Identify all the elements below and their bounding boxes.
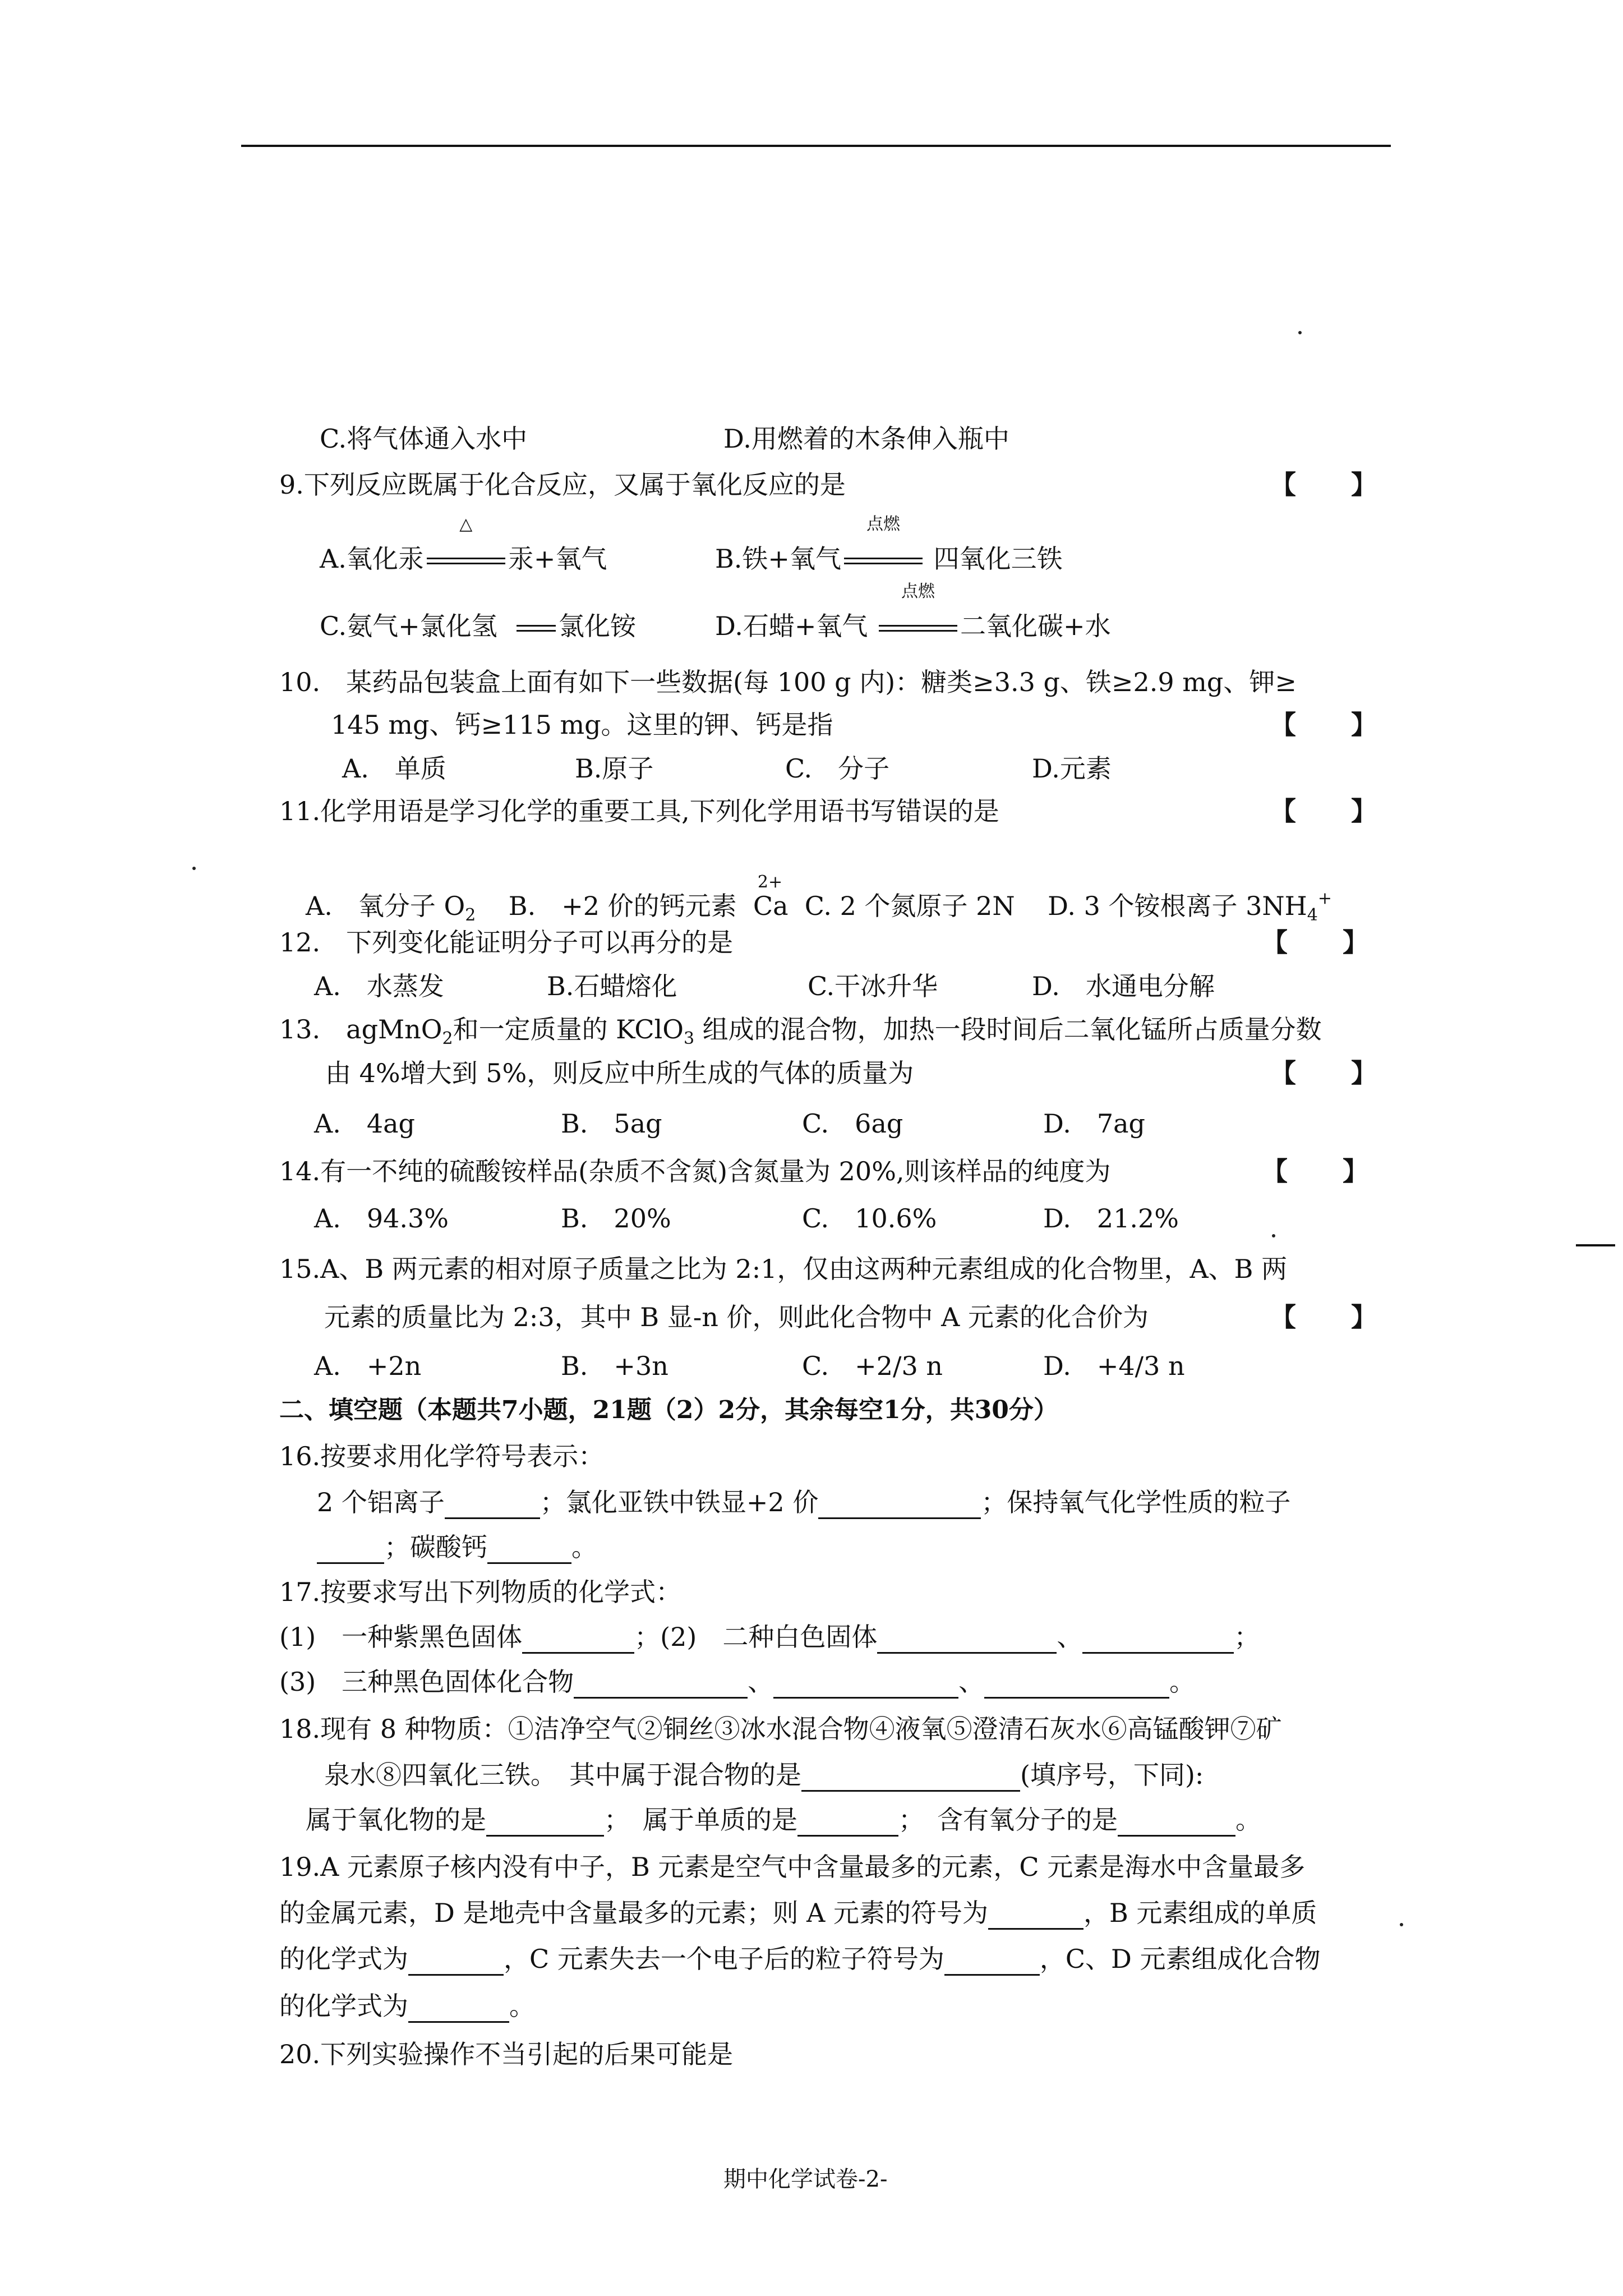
q14-option-c: C. 10.6% — [802, 1203, 937, 1234]
q12-option-a: A. 水蒸发 — [314, 971, 444, 1001]
q14-answer-bracket: 【 】 — [1262, 1156, 1370, 1186]
q16-ferrous-chloride-label: ；氯化亚铁中铁显+2 价 — [540, 1487, 819, 1517]
q14-stem: 14.有一不纯的硫酸铵样品(杂质不含氮)含氮量为 20%,则该样品的纯度为 — [279, 1156, 1111, 1186]
q19-line2 — [279, 1896, 1317, 1930]
q14-option-d: D. 21.2% — [1043, 1203, 1179, 1234]
q19-line3 — [279, 1942, 1321, 1976]
q9-a-product: 汞+氧气 — [508, 544, 607, 574]
q18-blank-oxygen[interactable] — [1118, 1810, 1235, 1837]
q9-c-reactant: C.氨气+氯化氢 — [320, 611, 497, 641]
q15-stem-line2: 元素的质量比为 2:3，其中 B 显-n 价，则此化合物中 A 元素的化合价为 — [324, 1302, 1149, 1332]
q10-stem-line1: 10. 某药品包装盒上面有如下一些数据(每 100 g 内)：糖类≥3.3 g、铁≥2.9 mg、钾≥ — [279, 667, 1297, 697]
q9-b-reactant: B.铁+氧气 — [715, 544, 841, 574]
reaction-arrow — [841, 514, 925, 576]
ignite-condition: 点燃 — [866, 514, 900, 534]
scan-speck — [1400, 1923, 1403, 1926]
scan-speck — [192, 867, 196, 870]
q10-option-b: B.原子 — [575, 753, 654, 784]
q17-purple-black-label: (1) 一种紫黑色固体 — [279, 1622, 523, 1652]
q19-symbol-a-label: 的金属元素，D 是地壳中含量最多的元素；则 A 元素的符号为 — [279, 1898, 988, 1928]
q13-text-b: 和一定质量的 KClO — [453, 1014, 684, 1045]
q13-subscript-2: 3 — [683, 1029, 695, 1048]
q9-option-b — [715, 514, 1063, 576]
q16-stem: 16.按要求用化学符号表示： — [279, 1441, 605, 1471]
q9-option-d — [715, 582, 1111, 643]
q9-d-product: 二氧化碳+水 — [960, 611, 1111, 641]
q16-aluminum-ion-label: 2 个铝离子 — [317, 1487, 445, 1517]
q11-d-subscript: 4 — [1307, 905, 1318, 925]
q19-formula-label: 的化学式为 — [279, 1944, 408, 1974]
q10-option-d: D.元素 — [1032, 753, 1112, 784]
q14-option-b: B. 20% — [561, 1203, 671, 1234]
q17-white-solids-label: ；(2) 二种白色固体 — [634, 1622, 878, 1652]
q19-formula-label: 的化学式为 — [279, 1991, 408, 2021]
q13-text-c: 组成的混合物，加热一段时间后二氧化锰所占质量分数 — [694, 1014, 1322, 1045]
q13-option-c: C. 6ag — [802, 1108, 903, 1139]
q11-d-superscript: + — [1317, 889, 1332, 908]
q12-option-c: C.干冰升华 — [808, 971, 938, 1001]
q11-options — [306, 872, 1332, 932]
q16-oxygen-particle-label: ；保持氧气化学性质的粒子 — [981, 1487, 1291, 1517]
q17-line1 — [279, 1620, 1260, 1654]
q13-option-a: A. 4ag — [314, 1108, 415, 1139]
q13-option-b: B. 5ag — [561, 1108, 662, 1139]
q9-option-a — [320, 514, 607, 576]
q19-c-ion-label: ，C 元素失去一个电子后的粒子符号为 — [504, 1944, 944, 1974]
page-footer: 期中化学试卷-2- — [723, 2166, 888, 2192]
q11-b-element: Ca — [753, 891, 789, 921]
q13-stem-line1 — [279, 1013, 1322, 1056]
q11-a-subscript: 2 — [465, 905, 476, 925]
q18-element-label: ； 属于单质的是 — [604, 1805, 797, 1835]
q10-option-c: C. 分子 — [785, 753, 890, 784]
q10-stem-line2: 145 mg、钙≥115 mg。这里的钾、钙是指 — [331, 710, 833, 740]
q17-line2 — [279, 1665, 1195, 1699]
q8-option-c: C.将气体通入水中 — [320, 424, 528, 454]
q11-b-text: B. +2 价的钙元素 — [508, 891, 737, 921]
q16-period: 。 — [571, 1532, 597, 1562]
q18-period: 。 — [1235, 1805, 1261, 1835]
q15-option-d: D. +4/3 n — [1043, 1351, 1185, 1381]
q9-a-reactant: A.氧化汞 — [320, 544, 424, 574]
q17-stem: 17.按要求写出下列物质的化学式： — [279, 1577, 682, 1607]
q17-black-compounds-label: (3) 三种黑色固体化合物 — [279, 1667, 574, 1697]
q9-stem: 9.下列反应既属于化合反应，又属于氧化反应的是 — [279, 470, 846, 500]
q13-answer-bracket: 【 】 — [1270, 1058, 1378, 1088]
q15-stem-line1: 15.A、B 两元素的相对原子质量之比为 2:1，仅由这两种元素组成的化合物里，A、B 两 — [279, 1254, 1288, 1284]
q18-oxide-label: 属于氧化物的是 — [306, 1805, 486, 1835]
scan-speck — [1298, 331, 1302, 334]
q18-blank-element[interactable] — [797, 1810, 898, 1837]
q18-stem-line2 — [324, 1758, 1204, 1792]
q11-d-text: D. 3 个铵根离子 3NH — [1048, 891, 1307, 921]
header-rule — [241, 145, 1391, 147]
q16-line2 — [317, 1530, 597, 1564]
q13-text-a: 13. agMnO — [279, 1014, 442, 1045]
reaction-arrow — [514, 609, 559, 643]
q15-option-a: A. +2n — [314, 1351, 422, 1381]
q18-oxygen-molecule-label: ； 含有氧分子的是 — [898, 1805, 1118, 1835]
q13-subscript-1: 2 — [442, 1029, 453, 1048]
q18-instruction: (填序号，下同): — [1020, 1760, 1204, 1790]
q19-period: 。 — [509, 1991, 535, 2021]
q11-b-charge: 2+ — [757, 872, 783, 892]
q17-separator: 、 — [748, 1667, 774, 1697]
q14-option-a: A. 94.3% — [314, 1203, 449, 1234]
q19-blank-4[interactable] — [408, 1996, 509, 2023]
q11-option-d — [1048, 889, 1332, 925]
q19-blank-2[interactable] — [408, 1949, 504, 1976]
q16-calcium-carbonate-label: ；碳酸钙 — [384, 1532, 487, 1562]
q9-option-c — [320, 609, 636, 643]
q19-cd-compound-label: ，C、D 元素组成化合物 — [1039, 1944, 1321, 1974]
q12-option-b: B.石蜡熔化 — [547, 971, 677, 1001]
scan-margin-mark — [1576, 1244, 1615, 1246]
reaction-arrow — [876, 582, 960, 643]
q12-answer-bracket: 【 】 — [1262, 927, 1370, 958]
q11-option-c: C. 2 个氮原子 2N — [804, 891, 1015, 921]
q18-blank-mixture[interactable] — [801, 1765, 1020, 1792]
q17-blank-5[interactable] — [773, 1672, 958, 1699]
q11-b-symbol — [753, 872, 789, 923]
q8-option-d: D.用燃着的木条伸入瓶中 — [723, 424, 1009, 454]
q17-blank-4[interactable] — [574, 1672, 748, 1699]
q17-blank-2[interactable] — [877, 1627, 1057, 1654]
q17-blank-1[interactable] — [522, 1627, 634, 1654]
q13-option-d: D. 7ag — [1043, 1108, 1146, 1139]
q20-stem: 20.下列实验操作不当引起的后果可能是 — [279, 2039, 734, 2069]
q12-option-d: D. 水通电分解 — [1032, 971, 1215, 1001]
q18-line3 — [306, 1803, 1261, 1837]
q18-stem-line1: 18.现有 8 种物质：①洁净空气②铜丝③冰水混合物④液氧⑤澄清石灰水⑥高锰酸钾⑦矿 — [279, 1714, 1282, 1744]
q17-blank-6[interactable] — [984, 1672, 1169, 1699]
q19-blank-3[interactable] — [944, 1949, 1040, 1976]
q16-line1 — [317, 1485, 1290, 1519]
q13-stem-line2: 由 4%增大到 5%，则反应中所生成的气体的质量为 — [325, 1058, 914, 1088]
q9-c-product: 氯化铵 — [558, 611, 636, 641]
q15-answer-bracket: 【 】 — [1270, 1302, 1378, 1332]
q11-stem: 11.化学用语是学习化学的重要工具,下列化学用语书写错误的是 — [279, 796, 999, 826]
section-2-title: 二、填空题（本题共7小题，21题（2）2分，其余每空1分，共30分） — [279, 1396, 1058, 1424]
q15-option-c: C. +2/3 n — [802, 1351, 943, 1381]
q9-d-reactant: D.石蜡+氧气 — [715, 611, 868, 641]
q18-blank-oxide[interactable] — [486, 1810, 604, 1837]
q19-blank-1[interactable] — [988, 1903, 1083, 1930]
q16-blank-2[interactable] — [818, 1493, 981, 1519]
reaction-arrow — [424, 514, 508, 576]
heat-condition: △ — [459, 514, 473, 534]
q19-b-simple-substance-label: ，B 元素组成的单质 — [1083, 1898, 1317, 1928]
q11-a-text: A. 氧分子 O — [306, 891, 465, 921]
q10-answer-bracket: 【 】 — [1270, 710, 1378, 740]
q10-option-a: A. 单质 — [342, 753, 446, 784]
q9-answer-bracket: 【 】 — [1270, 470, 1378, 500]
q18-mixture-label: 泉水⑧四氧化三铁。 其中属于混合物的是 — [324, 1760, 801, 1790]
q15-option-b: B. +3n — [561, 1351, 668, 1381]
q12-stem: 12. 下列变化能证明分子可以再分的是 — [279, 927, 734, 958]
q17-separator: 、 — [1057, 1622, 1083, 1652]
q11-answer-bracket: 【 】 — [1270, 796, 1378, 826]
q19-line4 — [279, 1989, 535, 2023]
scan-speck — [1272, 1234, 1275, 1237]
q17-semicolon: ； — [1234, 1622, 1260, 1652]
q17-blank-3[interactable] — [1082, 1627, 1234, 1654]
q17-period: 。 — [1169, 1667, 1196, 1697]
q16-blank-1[interactable] — [445, 1493, 540, 1519]
q16-blank-3[interactable] — [317, 1538, 384, 1564]
q11-option-b — [508, 872, 789, 921]
ignite-condition: 点燃 — [901, 582, 935, 601]
q19-line1: 19.A 元素原子核内没有中子，B 元素是空气中含量最多的元素，C 元素是海水中含量最多 — [279, 1852, 1306, 1882]
q17-separator: 、 — [958, 1667, 985, 1697]
q9-b-product: 四氧化三铁 — [933, 544, 1063, 574]
q16-blank-4[interactable] — [487, 1538, 571, 1564]
q11-option-a — [306, 891, 476, 925]
